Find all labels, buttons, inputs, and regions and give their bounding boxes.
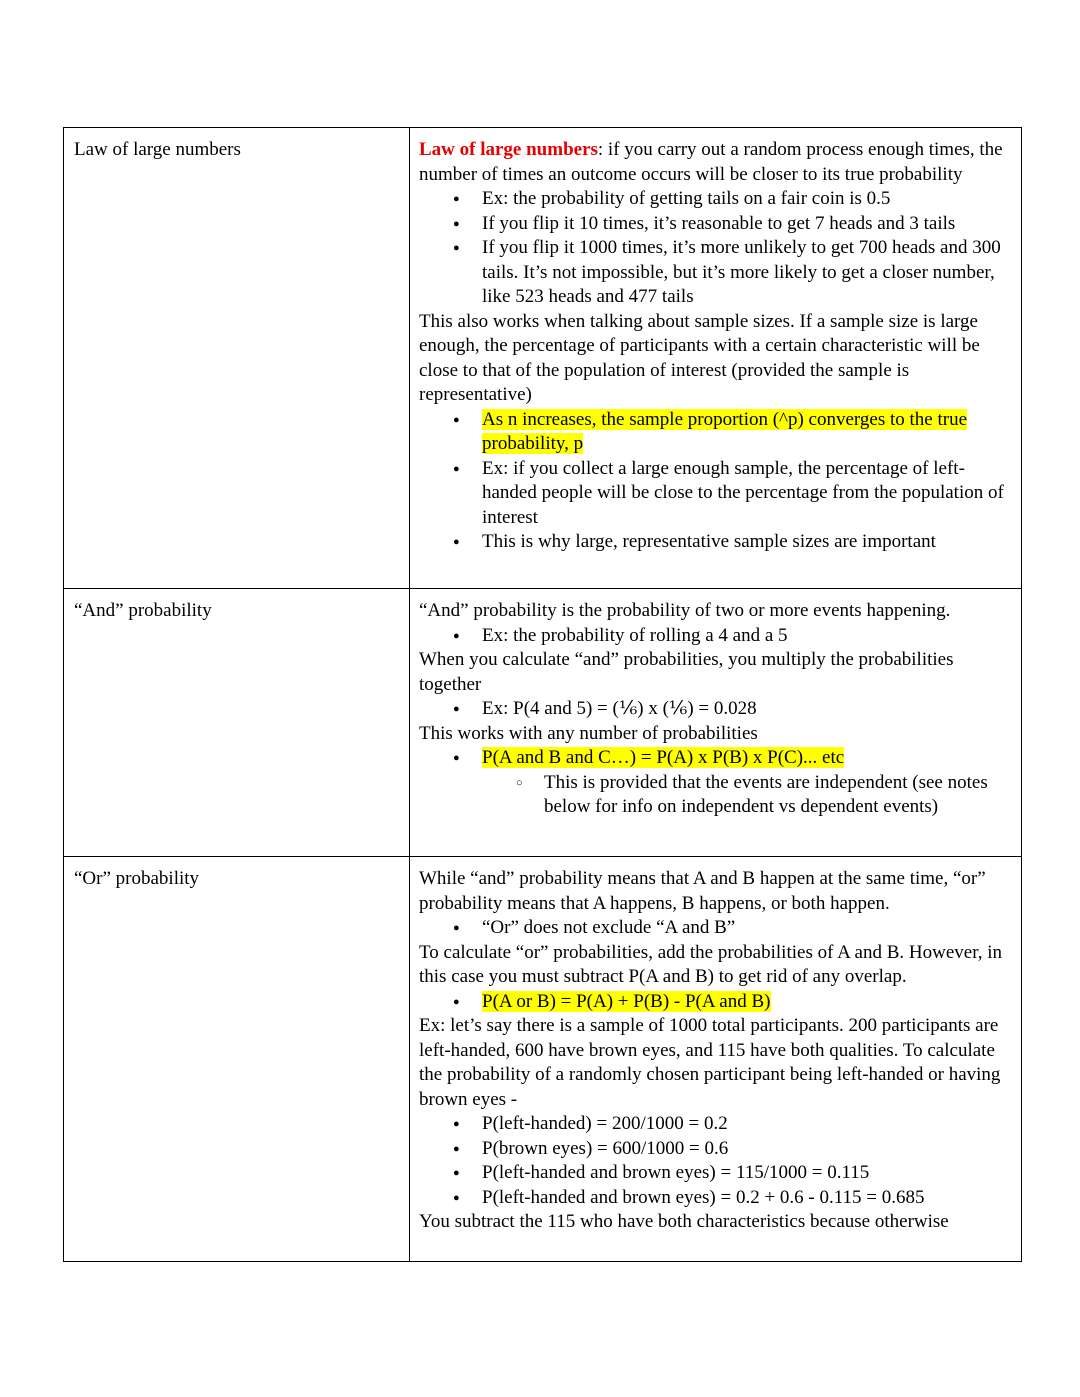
text-run: This is provided that the events are independent (see notes below for info on independent vs dependent events) <box>544 771 988 817</box>
bullet-text <box>482 212 1012 237</box>
table-row <box>64 128 1021 589</box>
text-run: P(brown eyes) = 600/1000 = 0.6 <box>482 1137 729 1159</box>
text-run: This is why large, representative sample sizes are important <box>482 531 936 552</box>
table-row <box>64 589 1021 857</box>
text-run: To calculate “or” probabilities, add the probabilities of A and B. However, in this case you must subtract P(A and B) to get rid of any overlap. <box>419 941 1003 987</box>
disc-bullet-icon: ● <box>453 193 460 205</box>
disc-bullet-icon: ● <box>453 1142 460 1155</box>
bullet-text <box>482 187 1012 212</box>
bullet-item <box>419 1186 1012 1211</box>
disc-bullet-icon: ● <box>453 922 460 934</box>
bullet-item <box>419 1137 1012 1162</box>
disc-bullet-icon: ● <box>453 995 460 1008</box>
bullet-text <box>482 916 1012 941</box>
text-run: When you calculate “and” probabilities, you multiply the probabilities together <box>419 649 954 695</box>
disc-bullet-icon: ● <box>453 462 460 475</box>
bullet-item <box>419 236 1012 310</box>
disc-bullet-icon: ● <box>453 536 460 548</box>
text-run: Ex: the probability of getting tails on a fair coin is 0.5 <box>482 188 891 209</box>
term-label: Law of large numbers <box>74 139 241 160</box>
text-run: “Or” does not exclude “A and B” <box>482 917 736 938</box>
text-run: Law of large numbers <box>419 139 598 160</box>
bullet-text <box>482 457 1012 531</box>
paragraph <box>419 941 1012 990</box>
disc-bullet-icon: ● <box>453 1191 460 1204</box>
text-run: Ex: let’s say there is a sample of 1000 total participants. 200 participants are left-handed, 600 have brown eyes, and 115 have both qualities. To calculate the probability of a randomly chosen participant being left-handed or having brown eyes - <box>419 1015 1001 1110</box>
bullet-item <box>419 746 1012 771</box>
term-label: “And” probability <box>74 600 212 621</box>
paragraph <box>419 599 1012 624</box>
bullet-text <box>544 771 1012 820</box>
definition-cell <box>410 128 1021 588</box>
definition-cell <box>410 589 1021 856</box>
bullet-item <box>419 624 1012 649</box>
highlighted-text-run: P(A and B and C…) = P(A) x P(B) x P(C)... etc <box>482 747 845 768</box>
bullet-text <box>482 990 1012 1015</box>
term-cell <box>64 857 410 1261</box>
term-label: “Or” probability <box>74 868 200 889</box>
bullet-item <box>419 1112 1012 1137</box>
disc-bullet-icon: ● <box>453 629 460 642</box>
paragraph <box>419 648 1012 697</box>
text-run: Ex: if you collect a large enough sample, the percentage of left-handed people will be close to the percentage from the population of interest <box>482 457 1004 528</box>
term-cell <box>64 128 410 588</box>
bullet-text <box>482 1112 1012 1137</box>
paragraph <box>419 310 1012 408</box>
disc-bullet-icon: ● <box>453 242 460 254</box>
text-run: P(left-handed) = 200/1000 = 0.2 <box>482 1113 728 1134</box>
text-run: While “and” probability means that A and B happen at the same time, “or” probability means that A happens, B happens, or both happen. <box>419 868 986 914</box>
bullet-item <box>419 530 1012 555</box>
text-run: This also works when talking about sample sizes. If a sample size is large enough, the percentage of participants with a certain characteristic will be close to that of the population of interest (provided the sample is representative) <box>419 310 980 405</box>
paragraph <box>419 1014 1012 1112</box>
circle-bullet-icon: ○ <box>516 776 523 789</box>
bullet-item <box>419 1161 1012 1186</box>
text-run: : if you carry out a random process enough times, the number of times an outcome occurs will be closer to its true probability <box>419 139 1003 185</box>
table-row <box>64 857 1021 1261</box>
text-run: If you flip it 10 times, it’s reasonable to get 7 heads and 3 tails <box>482 212 956 234</box>
bullet-text <box>482 1161 1012 1186</box>
bullet-item <box>419 916 1012 941</box>
paragraph <box>419 1210 1012 1235</box>
disc-bullet-icon: ● <box>453 1118 460 1130</box>
paragraph <box>419 138 1012 187</box>
text-run: Ex: P(4 and 5) = (⅙) x (⅙) = 0.028 <box>482 698 757 719</box>
text-run: P(left-handed and brown eyes) = 115/1000 = 0.115 <box>482 1162 870 1183</box>
term-cell <box>64 589 410 856</box>
bullet-text <box>482 1186 1012 1211</box>
bullet-text <box>482 1137 1012 1162</box>
bullet-text <box>482 746 1012 771</box>
text-run: P(left-handed and brown eyes) = 0.2 + 0.6 - 0.115 = 0.685 <box>482 1186 925 1208</box>
disc-bullet-icon: ● <box>453 752 460 764</box>
text-run: Ex: the probability of rolling a 4 and a 5 <box>482 624 788 646</box>
bullet-text <box>482 408 1012 457</box>
bullet-item <box>419 697 1012 722</box>
bullet-item <box>419 187 1012 212</box>
disc-bullet-icon: ● <box>453 703 460 715</box>
bullet-item <box>419 212 1012 237</box>
text-run: If you flip it 1000 times, it’s more unlikely to get 700 heads and 300 tails. It’s not impossible, but it’s more likely to get a closer number, like 523 heads and 477 tails <box>482 237 1001 307</box>
disc-bullet-icon: ● <box>453 1167 460 1179</box>
notes-table <box>63 127 1022 1262</box>
bullet-text <box>482 236 1012 310</box>
disc-bullet-icon: ● <box>453 217 460 230</box>
text-run: “And” probability is the probability of two or more events happening. <box>419 600 951 621</box>
bullet-item <box>419 408 1012 457</box>
bullet-item <box>419 457 1012 531</box>
bullet-text <box>482 697 1012 722</box>
bullet-text <box>482 624 1012 649</box>
highlighted-text-run: P(A or B) = P(A) + P(B) - P(A and B) <box>482 990 771 1012</box>
bullet-item <box>419 990 1012 1015</box>
paragraph <box>419 867 1012 916</box>
text-run: This works with any number of probabilities <box>419 722 758 744</box>
paragraph <box>419 722 1012 747</box>
disc-bullet-icon: ● <box>453 413 460 426</box>
bullet-text <box>482 530 1012 555</box>
text-run: You subtract the 115 who have both characteristics because otherwise <box>419 1211 949 1232</box>
highlighted-text-run: As n increases, the sample proportion (^p) converges to the true probability, p <box>482 408 968 454</box>
bullet-item <box>419 771 1012 820</box>
definition-cell <box>410 857 1021 1261</box>
